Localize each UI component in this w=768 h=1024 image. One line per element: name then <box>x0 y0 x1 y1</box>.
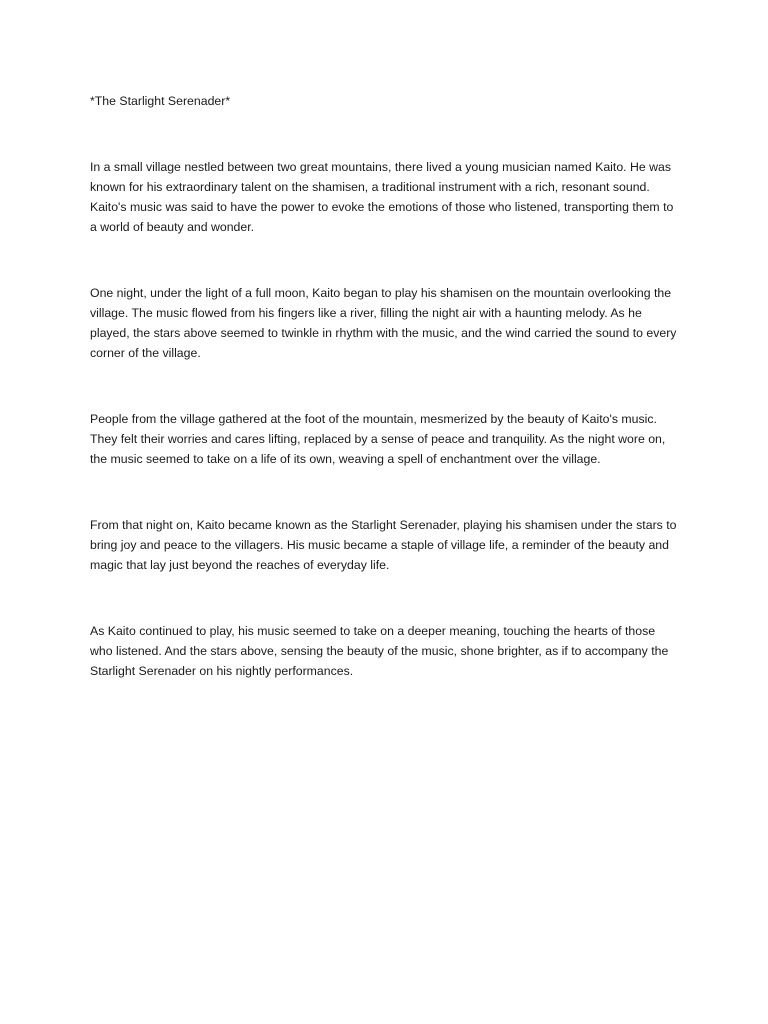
paragraph-2: One night, under the light of a full moon, Kaito began to play his shamisen on the mountain overlooking the village. The music flowed from his fingers like a river, filling the night air with a haunting melody. As he played, the stars above seemed to twinkle in rhythm with the music, and the wind carried the sound to every corner of the village. <box>90 286 677 360</box>
document-body <box>90 91 680 727</box>
paragraph-5: As Kaito continued to play, his music seemed to take on a deeper meaning, touching the hearts of those who listened. And the stars above, sensing the beauty of the music, shone brighter, as if to accompany the Starlight Serenader on his nightly performances. <box>90 624 669 678</box>
paragraph-1: In a small village nestled between two great mountains, there lived a young musician named Kaito. He was known for his extraordinary talent on the shamisen, a traditional instrument with a rich, resonant sound. Kaito's music was said to have the power to evoke the emotions of those who listened, transporting them to a world of beauty and wonder. <box>90 160 674 234</box>
paragraph-4: From that night on, Kaito became known as the Starlight Serenader, playing his shamisen under the stars to bring joy and peace to the villagers. His music became a staple of village life, a reminder of the beauty and magic that lay just beyond the reaches of everyday life. <box>90 518 677 572</box>
paragraph-3: People from the village gathered at the foot of the mountain, mesmerized by the beauty of Kaito's music. They felt their worries and cares lifting, replaced by a sense of peace and tranquility. As the night wore on, the music seemed to take on a life of its own, weaving a spell of enchantment over the village. <box>90 412 666 466</box>
document-title: *The Starlight Serenader* <box>90 94 231 108</box>
